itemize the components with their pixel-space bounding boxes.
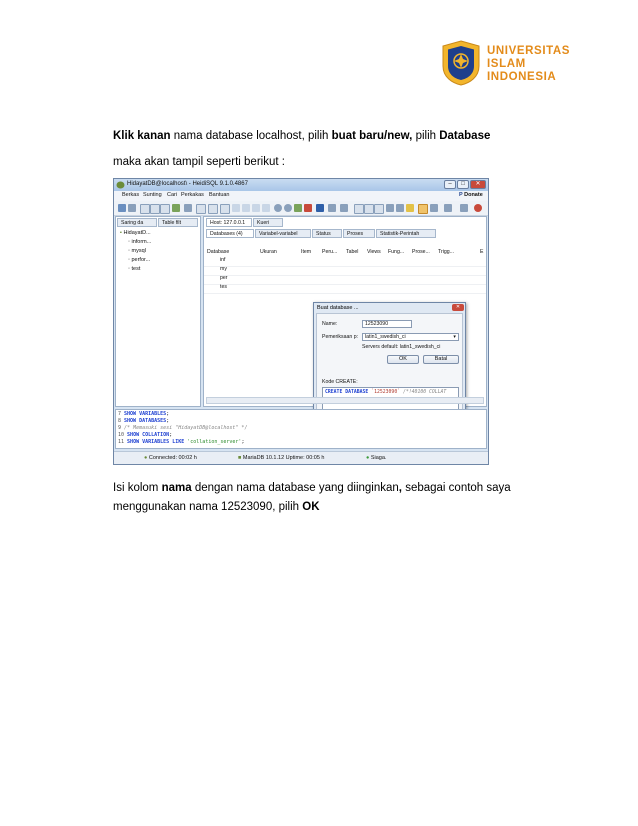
tab-processes[interactable]: Proses	[343, 229, 375, 238]
settings-icon[interactable]	[184, 204, 192, 212]
log-line	[118, 439, 244, 446]
line-number: 8	[118, 418, 122, 424]
cancel-icon[interactable]	[304, 204, 312, 212]
tree-item-db[interactable]	[128, 257, 150, 263]
ready-icon: ●	[366, 455, 370, 461]
export-icon[interactable]	[196, 204, 206, 214]
status-server	[238, 455, 325, 461]
sql-keyword: SHOW COLLATION	[127, 432, 170, 438]
bold-text: OK	[302, 501, 320, 513]
database-name-input[interactable]: 12523090	[362, 320, 412, 328]
query-log[interactable]	[115, 409, 487, 449]
column-header[interactable]: Ukuran	[260, 249, 277, 255]
menu-bantuan[interactable]: Bantuan	[209, 192, 230, 198]
delete-icon[interactable]	[284, 204, 292, 212]
column-header[interactable]: Database	[207, 249, 230, 255]
dialog-close-button[interactable]: ✕	[452, 304, 464, 311]
sql-rest: ;	[166, 411, 170, 417]
connect-icon[interactable]	[118, 204, 126, 212]
sql-rest: ;	[241, 439, 245, 445]
table-row[interactable]	[204, 284, 486, 294]
text: menggunakan nama 12523090, pilih	[113, 501, 303, 513]
status-ready	[366, 455, 386, 461]
text: pilih	[412, 130, 440, 142]
text: Isi kolom	[113, 482, 162, 494]
sql-string: 'collation_server'	[184, 439, 242, 445]
dialog-body	[316, 313, 463, 423]
sql-keyword: CREATE DATABASE	[325, 390, 369, 395]
heidisql-screenshot	[113, 178, 489, 465]
new-query-icon[interactable]	[374, 204, 384, 214]
column-header[interactable]: Prose...	[412, 249, 430, 255]
paste-icon[interactable]	[150, 204, 160, 214]
bold-text: Database	[439, 130, 491, 142]
menu-perkakas[interactable]: Perkakas	[181, 192, 204, 198]
line-number: 11	[118, 439, 125, 445]
tree-label: inform...	[131, 239, 152, 245]
tree-item-server[interactable]	[120, 230, 151, 236]
preferences-icon[interactable]	[444, 204, 452, 212]
status-bar	[114, 451, 488, 465]
insert-icon[interactable]	[274, 204, 282, 212]
instruction-paragraph-1	[113, 127, 490, 145]
menu-cari[interactable]: Cari	[167, 192, 178, 198]
paypal-icon: P	[459, 192, 463, 198]
filter-table-tab[interactable]: Table filt	[158, 218, 198, 227]
text: dengan nama database yang diinginkan	[191, 482, 399, 494]
line-number: 7	[118, 411, 122, 417]
column-header[interactable]: Views	[367, 249, 381, 255]
tab-databases[interactable]: Databases (4)	[206, 229, 254, 238]
donate-button[interactable]	[459, 192, 483, 198]
server-icon: ▪	[120, 230, 122, 236]
text: nama database localhost, pilih	[170, 130, 332, 142]
tab-query[interactable]: Kueri	[253, 218, 283, 227]
log-line	[118, 425, 247, 432]
log-line	[118, 411, 169, 418]
filter-database-tab[interactable]: Saring da	[117, 218, 157, 227]
donate-label: Donate	[464, 192, 483, 198]
tree-item-db[interactable]	[128, 239, 151, 245]
copy-icon[interactable]	[140, 204, 150, 214]
run-icon[interactable]	[316, 204, 324, 212]
chevron-down-icon: ▾	[453, 334, 456, 340]
row-name: tes	[220, 284, 227, 290]
cancel-button[interactable]: Batal	[423, 355, 459, 364]
collation-select[interactable]	[362, 333, 459, 341]
sql-rest: ;	[166, 418, 170, 424]
tab-host[interactable]: Host: 127.0.0.1	[206, 218, 252, 227]
tab-command-stats[interactable]: Statistik-Perintah	[376, 229, 436, 238]
database-tree-pane	[115, 216, 201, 407]
connection-icon: ●	[144, 455, 148, 461]
university-seal-icon	[441, 40, 481, 86]
main-pane	[203, 216, 487, 407]
name-label: Name:	[322, 321, 338, 327]
logo-line-3: INDONESIA	[487, 71, 557, 83]
tab-variables[interactable]: Variabel-variabel	[255, 229, 311, 238]
create-code-line	[325, 390, 446, 395]
instruction-paragraph-3	[113, 479, 511, 497]
tree-label: HidayatD...	[123, 230, 151, 236]
status-connected	[144, 455, 197, 461]
instruction-paragraph-2: maka akan tampil seperti berikut :	[113, 156, 285, 168]
instruction-paragraph-4	[113, 498, 320, 516]
bold-text: Klik kanan	[113, 130, 171, 142]
logo-line-2: ISLAM	[487, 58, 526, 70]
maximize-button[interactable]: □	[457, 180, 469, 189]
last-record-icon[interactable]	[262, 204, 270, 212]
status-text: MariaDB 10.1.12 Uptime: 00:05 h	[242, 455, 325, 461]
toolbar	[114, 201, 488, 216]
sql-keyword: SHOW VARIABLES LIKE	[127, 439, 185, 445]
database-icon: ▫	[128, 257, 130, 263]
log-line	[118, 418, 169, 425]
column-header[interactable]: Item	[301, 249, 312, 255]
first-record-icon[interactable]	[232, 204, 240, 212]
server-icon: ■	[238, 455, 242, 461]
explain-icon[interactable]	[396, 204, 404, 212]
create-database-dialog	[313, 302, 466, 425]
line-number: 9	[118, 425, 122, 431]
database-icon: ▫	[128, 266, 130, 272]
server-default-text: Servers default: latin1_swedish_ci	[362, 344, 441, 350]
prev-record-icon[interactable]	[242, 204, 250, 212]
create-code-label: Kode CREATE:	[322, 379, 358, 385]
window-title: HidayatDB@localhost\ - HeidiSQL 9.1.0.4867	[127, 181, 248, 187]
sql-identifier: `12523090`	[371, 390, 401, 395]
database-icon: ▫	[128, 239, 130, 245]
disconnect-icon[interactable]	[128, 204, 136, 212]
tab-status[interactable]: Status	[312, 229, 342, 238]
row-name: inf	[220, 257, 226, 263]
line-number: 10	[118, 432, 125, 438]
cut-icon[interactable]	[160, 204, 170, 214]
sql-rest: ;	[169, 432, 173, 438]
help-icon[interactable]	[418, 204, 428, 214]
column-header[interactable]: Trigg...	[438, 249, 454, 255]
column-header[interactable]: Peru...	[322, 249, 338, 255]
info-icon[interactable]	[460, 204, 468, 212]
collation-label: Pemeriksaan p:	[322, 334, 359, 340]
text: sebagai contoh saya	[402, 482, 511, 494]
bold-text: nama	[161, 482, 192, 494]
import-icon[interactable]	[208, 204, 218, 214]
format-icon[interactable]	[386, 204, 394, 212]
database-icon: ▫	[128, 248, 130, 254]
open-icon[interactable]	[364, 204, 374, 214]
heidisql-icon	[116, 181, 125, 189]
sql-comment: /* Memasuki sesi "HidayatDB@localhost" */	[124, 425, 248, 431]
run-dropdown-icon[interactable]	[328, 204, 336, 212]
column-header[interactable]: E	[480, 249, 484, 255]
horizontal-scrollbar[interactable]	[206, 397, 484, 404]
close-button[interactable]: ✕	[470, 180, 486, 189]
menu-berkas[interactable]: Berkas	[122, 192, 140, 198]
column-header[interactable]: Fung...	[388, 249, 405, 255]
next-record-icon[interactable]	[252, 204, 260, 212]
tree-item-db[interactable]	[128, 248, 146, 254]
refresh-icon[interactable]	[172, 204, 180, 212]
search-icon[interactable]	[340, 204, 348, 212]
status-text: Siaga.	[370, 455, 387, 461]
tree-label: perfor...	[131, 257, 151, 263]
sql-comment: /*!40100 COLLAT	[403, 390, 447, 395]
minimize-button[interactable]: –	[444, 180, 456, 189]
status-text: Connected: 00:02 h	[148, 455, 197, 461]
log-line	[118, 432, 172, 439]
menu-bar	[114, 191, 488, 201]
ok-button[interactable]: OK	[387, 355, 419, 364]
column-header[interactable]: Tabel	[346, 249, 359, 255]
logo-line-1: UNIVERSITAS	[487, 45, 571, 57]
exit-icon[interactable]	[474, 204, 482, 212]
bold-text: buat baru/new,	[331, 130, 413, 142]
tree-item-db[interactable]	[128, 266, 140, 272]
menu-sunting[interactable]: Sunting	[143, 192, 162, 198]
dialog-title: Buat database ...	[317, 305, 359, 311]
fx-icon[interactable]	[430, 204, 438, 212]
tree-label: mysql	[131, 248, 146, 254]
collation-value: latin1_swedish_ci	[365, 334, 406, 340]
university-logo	[441, 40, 581, 86]
sql-keyword: SHOW VARIABLES	[124, 411, 167, 417]
table-icon[interactable]	[220, 204, 230, 214]
row-name: per	[220, 275, 228, 281]
highlight-icon[interactable]	[406, 204, 414, 212]
apply-icon[interactable]	[294, 204, 302, 212]
window-titlebar	[114, 179, 488, 191]
bold-text: ,	[398, 482, 402, 494]
row-name: my	[220, 266, 227, 272]
tree-label: test	[131, 266, 141, 272]
save-icon[interactable]	[354, 204, 364, 214]
sql-keyword: SHOW DATABASES	[124, 418, 167, 424]
